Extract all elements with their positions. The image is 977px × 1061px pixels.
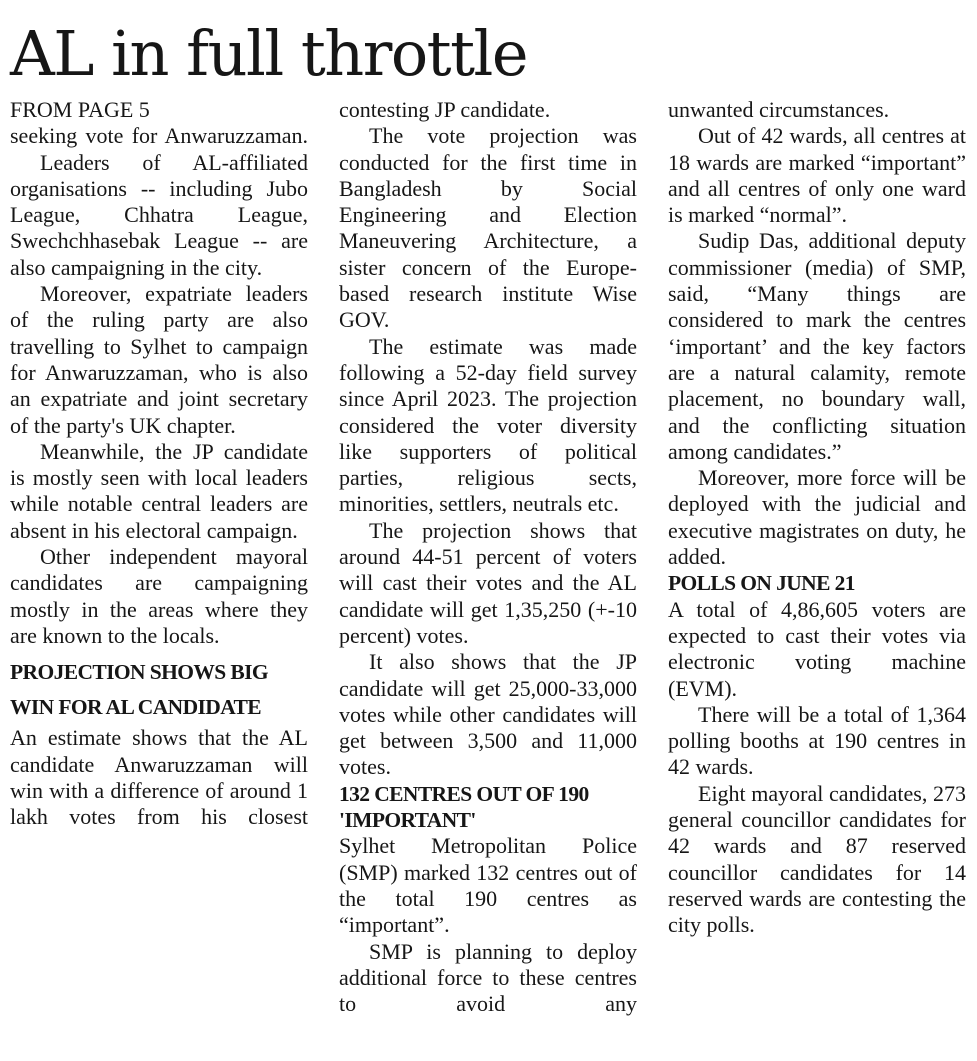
article-column-3 [668, 97, 966, 1053]
paragraph: Moreover, expatriate leaders of the ruling party are also travelling to Sylhet to campaign for Anwaruzzaman, who is also an expatriate and joint secretary of the party's UK chapter. [10, 281, 308, 438]
continuation-kicker: FROM PAGE 5 [10, 97, 150, 122]
subheading: PROJECTION SHOWS BIG WIN FOR AL CANDIDATE [10, 660, 268, 720]
paragraph: Out of 42 wards, all centres at 18 wards are marked “important” and all centres of only one ward is marked “normal”. [668, 123, 966, 228]
paragraph: The estimate was made following a 52-day field survey since April 2023. The projection considered the voter diversity like supporters of political parties, religious sects, minorities, settlers, neutrals etc. [339, 333, 637, 517]
paragraph: Sudip Das, additional deputy commissioner (media) of SMP, said, “Many things are considered to mark the centres ‘important’ and the key factors are a natural calamity, remote placement, no boundary wall, and the conflicting situation among candidates.” [668, 228, 966, 464]
article-column-1 [10, 97, 308, 1053]
paragraph: Leaders of AL-affiliated organisations -- including Jubo League, Chhatra League, Swechchhasebak League -- are also campaigning in the city. [10, 149, 308, 280]
paragraph: An estimate shows that the AL candidate Anwaruzzaman will win with a difference of around 1 lakh votes from his closest [10, 725, 308, 830]
article-column-2 [339, 97, 637, 1053]
paragraph: unwanted circumstances. [668, 97, 890, 122]
paragraph: seeking vote for Anwaruzzaman. [10, 123, 308, 149]
paragraph: There will be a total of 1,364 polling booths at 190 centres in 42 wards. [668, 701, 966, 780]
paragraph: The projection shows that around 44-51 percent of voters will cast their votes and the AL candidate will get 1,35,250 (+-10 percent) votes. [339, 517, 637, 648]
paragraph: A total of 4,86,605 voters are expected to cast their votes via electronic voting machine (EVM). [668, 596, 966, 701]
subheading: 132 CENTRES OUT OF 190 'IMPORTANT' [339, 781, 589, 833]
paragraph: Sylhet Metropolitan Police (SMP) marked 132 centres out of the total 190 centres as “important”. [339, 833, 637, 938]
paragraph: Meanwhile, the JP candidate is mostly seen with local leaders while notable central leaders are absent in his electoral campaign. [10, 438, 308, 543]
paragraph: Eight mayoral candidates, 273 general councillor candidates for 42 wards and 87 reserved councillor candidates for 14 reserved wards are contesting the city polls. [668, 780, 966, 938]
paragraph: SMP is planning to deploy additional force to these centres to avoid any [339, 938, 637, 1017]
paragraph: contesting JP candidate. [339, 97, 551, 122]
paragraph: Other independent mayoral candidates are campaigning mostly in the areas where they are known to the locals. [10, 544, 308, 648]
headline: AL in full throttle [10, 17, 528, 90]
paragraph: It also shows that the JP candidate will get 25,000-33,000 votes while other candidates will get between 3,500 and 11,000 votes. [339, 649, 637, 780]
subheading: POLLS ON JUNE 21 [668, 571, 855, 596]
paragraph: The vote projection was conducted for the first time in Bangladesh by Social Engineering and Election Maneuvering Architecture, a sister concern of the Europe-based research institute Wise GOV. [339, 123, 637, 333]
paragraph: Moreover, more force will be deployed with the judicial and executive magistrates on duty, he added. [668, 465, 966, 570]
